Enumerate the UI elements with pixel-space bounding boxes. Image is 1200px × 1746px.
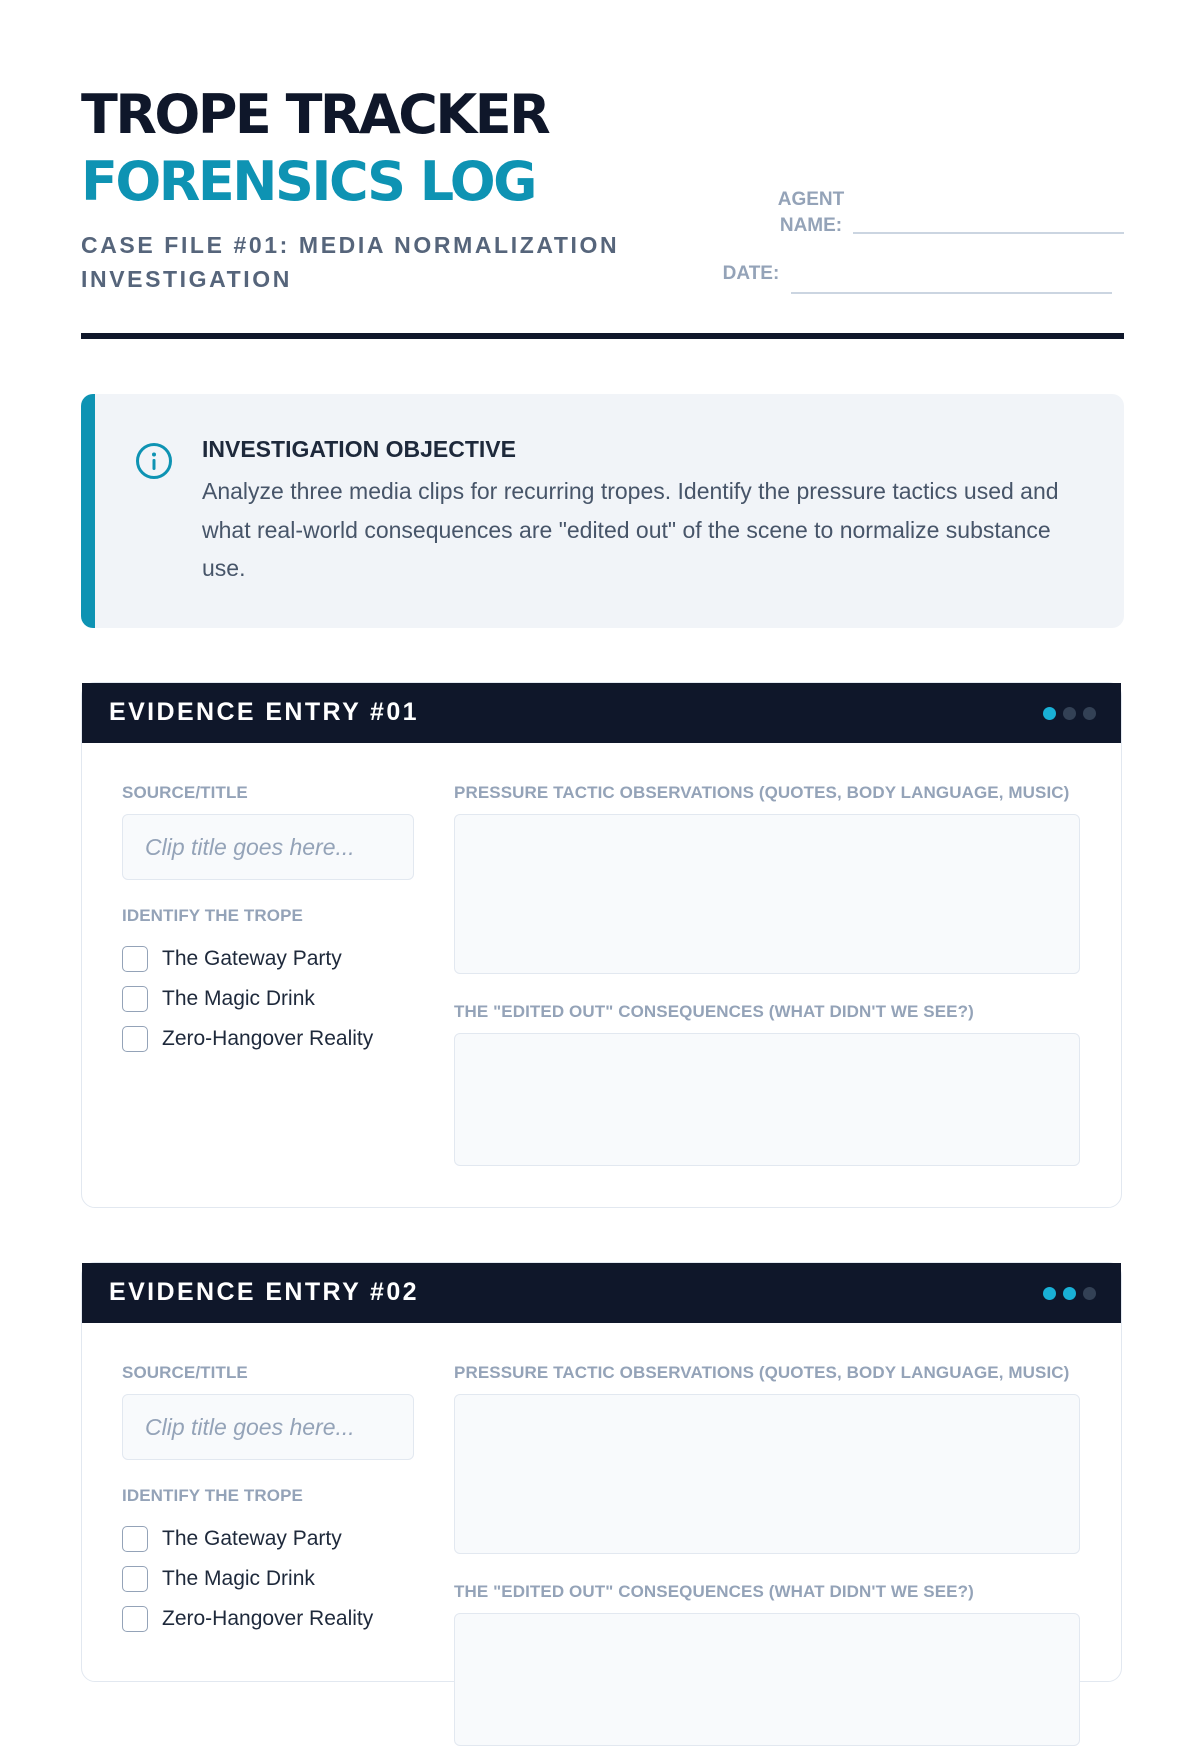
trope-option[interactable]	[122, 1559, 373, 1599]
trope-option[interactable]	[122, 1599, 373, 1639]
trope-option[interactable]	[122, 979, 373, 1019]
trope-checklist	[122, 939, 373, 1059]
trope-option-label: The Magic Drink	[162, 1567, 315, 1590]
trope-option[interactable]	[122, 1519, 373, 1559]
trope-option-label: The Gateway Party	[162, 1527, 342, 1550]
trope-checklist	[122, 1519, 373, 1639]
evidence-entry-header	[82, 1263, 1121, 1323]
trope-option-label: The Gateway Party	[162, 947, 342, 970]
consequences-textarea[interactable]	[454, 1033, 1080, 1166]
progress-dot	[1043, 707, 1056, 720]
trope-option-label: Zero-Hangover Reality	[162, 1027, 374, 1050]
source-title-input[interactable]	[122, 814, 414, 880]
evidence-entry-card	[81, 682, 1122, 1208]
consequences-textarea[interactable]	[454, 1613, 1080, 1746]
header-divider	[81, 333, 1124, 339]
trope-option-label: Zero-Hangover Reality	[162, 1607, 374, 1630]
progress-dot	[1083, 1287, 1096, 1300]
checkbox[interactable]	[122, 986, 148, 1012]
progress-dot	[1063, 707, 1076, 720]
progress-dots	[1043, 1287, 1096, 1300]
title-line-2: FORENSICS LOG	[81, 150, 535, 213]
checkbox[interactable]	[122, 1566, 148, 1592]
evidence-entry-title: EVIDENCE ENTRY #02	[109, 1278, 419, 1306]
objective-text: Analyze three media clips for recurring tropes. Identify the pressure tactics used and what real-world consequences are "edited out" of the scene to normalize substance use.	[202, 478, 1059, 581]
pressure-tactic-textarea[interactable]	[454, 1394, 1080, 1554]
info-icon	[135, 442, 173, 480]
checkbox[interactable]	[122, 1606, 148, 1632]
trope-option[interactable]	[122, 1019, 373, 1059]
trope-label: IDENTIFY THE TROPE	[122, 906, 303, 925]
evidence-entry-card	[81, 1262, 1122, 1682]
progress-dot	[1083, 707, 1096, 720]
checkbox[interactable]	[122, 946, 148, 972]
source-title-label: SOURCE/TITLE	[122, 783, 248, 802]
source-title-label: SOURCE/TITLE	[122, 1363, 248, 1382]
checkbox[interactable]	[122, 1026, 148, 1052]
objective-title: INVESTIGATION OBJECTIVE	[202, 436, 516, 462]
progress-dot	[1043, 1287, 1056, 1300]
date-label: DATE:	[722, 263, 780, 284]
agent-name-label: AGENT NAME:	[777, 189, 845, 236]
pressure-tactic-label: PRESSURE TACTIC OBSERVATIONS (QUOTES, BODY LANGUAGE, MUSIC)	[454, 783, 1070, 802]
consequences-label: THE "EDITED OUT" CONSEQUENCES (WHAT DIDN'T WE SEE?)	[454, 1002, 974, 1021]
progress-dot	[1063, 1287, 1076, 1300]
worksheet-page	[81, 0, 1124, 1630]
pressure-tactic-label: PRESSURE TACTIC OBSERVATIONS (QUOTES, BODY LANGUAGE, MUSIC)	[454, 1363, 1070, 1382]
header	[81, 0, 1124, 345]
consequences-label: THE "EDITED OUT" CONSEQUENCES (WHAT DIDN'T WE SEE?)	[454, 1582, 974, 1601]
evidence-entry-header	[82, 683, 1121, 743]
source-title-input[interactable]	[122, 1394, 414, 1460]
date-field[interactable]	[791, 292, 1112, 294]
agent-name-field[interactable]	[853, 232, 1124, 234]
trope-label: IDENTIFY THE TROPE	[122, 1486, 303, 1505]
title-line-1: TROPE TRACKER	[81, 83, 549, 146]
pressure-tactic-textarea[interactable]	[454, 814, 1080, 974]
trope-option[interactable]	[122, 939, 373, 979]
objective-callout	[81, 394, 1124, 628]
checkbox[interactable]	[122, 1526, 148, 1552]
progress-dots	[1043, 707, 1096, 720]
case-file-subtitle: CASE FILE #01: MEDIA NORMALIZATION INVESTIGATION	[81, 232, 620, 292]
evidence-entry-title: EVIDENCE ENTRY #01	[109, 698, 419, 726]
trope-option-label: The Magic Drink	[162, 987, 315, 1010]
